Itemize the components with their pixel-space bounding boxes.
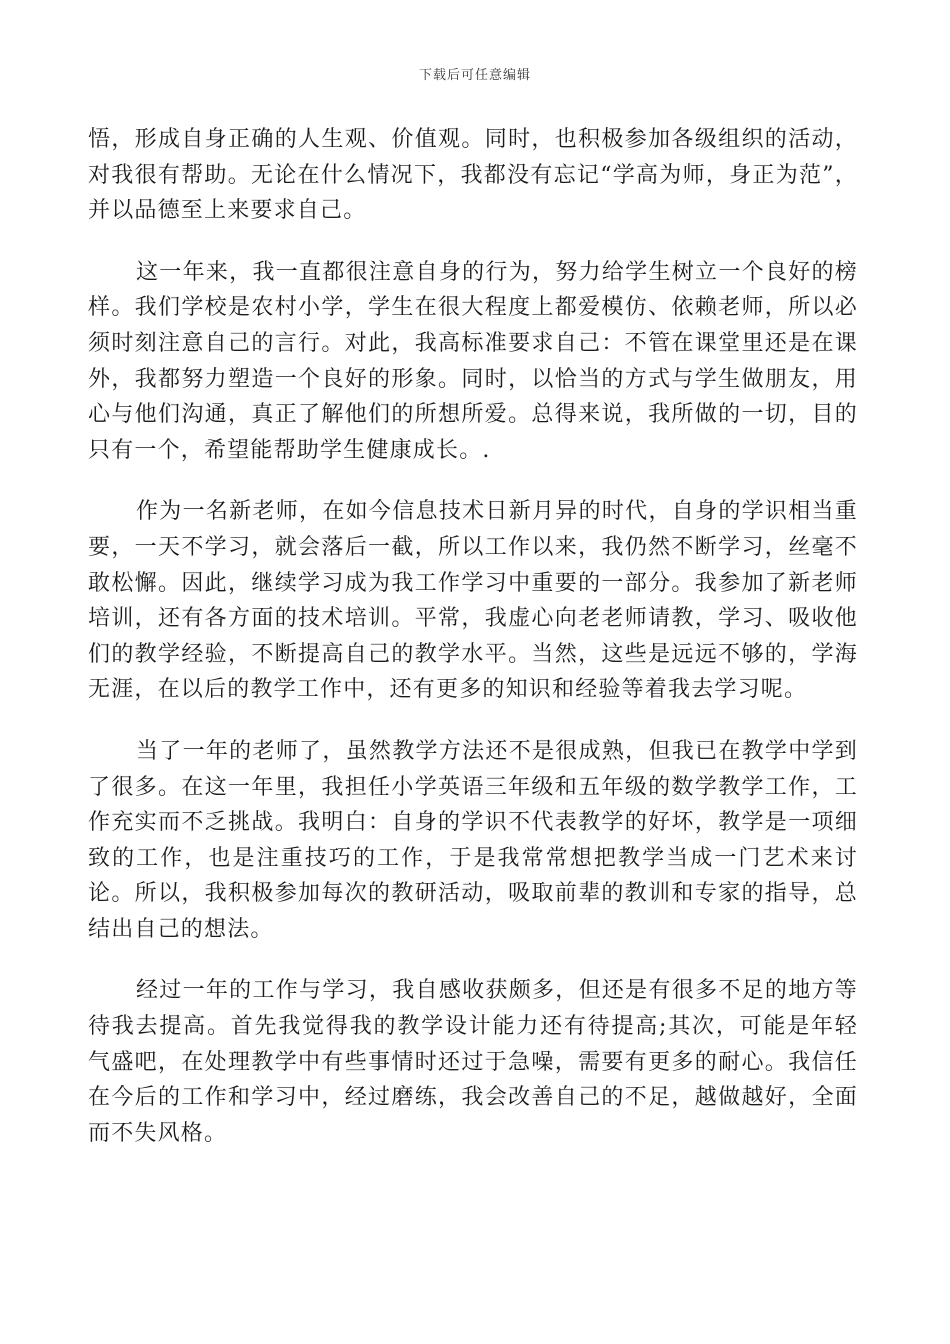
body-text <box>88 122 858 1177</box>
paragraph-3: 作为一名新老师，在如今信息技术日新月异的时代，自身的学识相当重要，一天不学习，就会落后一截，所以工作以来，我仍然不断学习，丝毫不敢松懈。因此，继续学习成为我工作学习中重要的一部分。我参加了新老师培训，还有各方面的技术培训。平常，我虚心向老老师请教，学习、吸收他们的教学经验，不断提高自己的教学水平。当然，这些是远远不够的，学海无涯，在以后的教学工作中，还有更多的知识和经验等着我去学习呢。 <box>88 499 858 703</box>
paragraph-5: 经过一年的工作与学习，我自感收获颇多，但还是有很多不足的地方等待我去提高。首先我觉得我的教学设计能力还有待提高;其次，可能是年轻气盛吧，在处理教学中有些事情时还过于急噪，需要有更多的耐心。我信任在今后的工作和学习中，经过磨练，我会改善自己的不足，越做越好，全面而不失风格。 <box>88 978 858 1146</box>
page-header: 下载后可任意编辑 <box>418 68 531 83</box>
paragraph-2: 这一年来，我一直都很注意自身的行为，努力给学生树立一个良好的榜样。我们学校是农村小学，学生在很大程度上都爱模仿、依赖老师，所以必须时刻注意自己的言行。对此，我高标准要求自己：不管在课堂里还是在课外，我都努力塑造一个良好的形象。同时，以恰当的方式与学生做朋友，用心与他们沟通，真正了解他们的所想所爱。总得来说，我所做的一切，目的只有一个，希望能帮助学生健康成长。. <box>88 259 858 463</box>
paragraph-1: 悟，形成自身正确的人生观、价值观。同时，也积极参加各级组织的活动，对我很有帮助。无论在什么情况下，我都没有忘记“学高为师，身正为范”，并以品德至上来要求自己。 <box>88 127 858 224</box>
paragraph-4: 当了一年的老师了，虽然教学方法还不是很成熟，但我已在教学中学到了很多。在这一年里，我担任小学英语三年级和五年级的数学教学工作，工作充实而不乏挑战。我明白：自身的学识不代表教学的好坏，教学是一项细致的工作，也是注重技巧的工作，于是我常常想把教学当成一门艺术来讨论。所以，我积极参加每次的教研活动，吸取前辈的教训和专家的指导，总结出自己的想法。 <box>88 738 858 942</box>
